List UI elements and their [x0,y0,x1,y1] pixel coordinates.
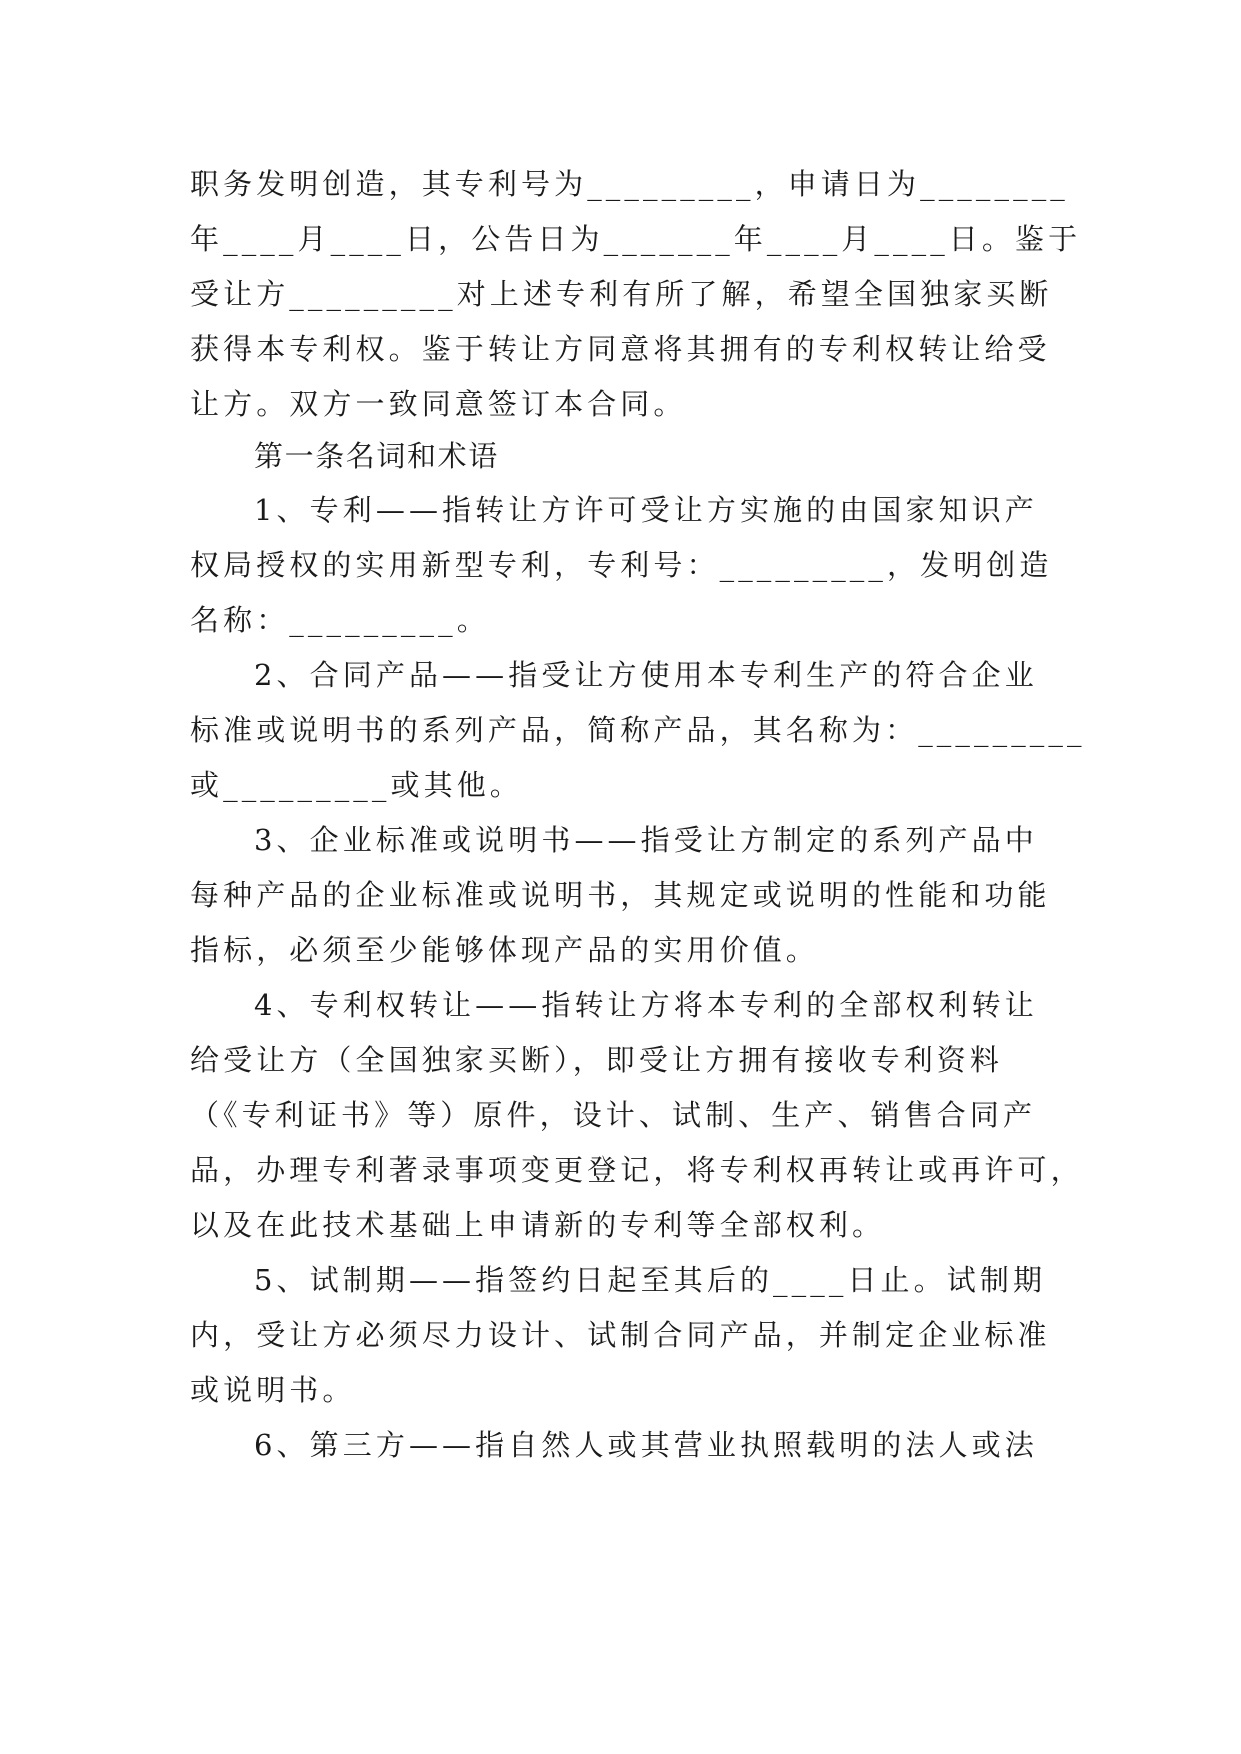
clause-line: 3、企业标准或说明书——指受让方制定的系列产品中 [254,823,1038,857]
clause-line: 1、专利——指转让方许可受让方实施的由国家知识产 [254,493,1038,527]
text-line: 或_________或其他。 [190,768,523,802]
text-line: 内，受让方必须尽力设计、试制合同产品，并制定企业标准 [190,1318,1051,1352]
text-line: 指标，必须至少能够体现产品的实用价值。 [190,933,819,967]
clause-line: 6、第三方——指自然人或其营业执照载明的法人或法 [254,1428,1038,1462]
text-line: 每种产品的企业标准或说明书，其规定或说明的性能和功能 [190,878,1051,912]
clause-line: 4、专利权转让——指转让方将本专利的全部权利转让 [254,988,1038,1022]
text-line: （《专利证书》等）原件，设计、试制、生产、销售合同产 [190,1098,1037,1132]
text-line: 获得本专利权。鉴于转让方同意将其拥有的专利权转让给受 [190,332,1051,366]
text-line: 标准或说明书的系列产品，简称产品，其名称为：_________ [190,713,1086,747]
text-line: 受让方_________对上述专利有所了解，希望全国独家买断 [190,277,1053,311]
text-line: 让方。双方一致同意签订本合同。 [190,387,687,421]
section-heading: 第一条名词和术语 [254,439,499,473]
text-line: 或说明书。 [190,1373,356,1407]
text-line: 年____月____日，公告日为_______年____月____日。鉴于 [190,222,1082,256]
text-line: 职务发明创造，其专利号为_________，申请日为________ [190,167,1069,201]
text-line: 品，办理专利著录事项变更登记，将专利权再转让或再许可， [190,1153,1084,1187]
text-line: 以及在此技术基础上申请新的专利等全部权利。 [190,1208,886,1242]
text-line: 名称：_________。 [190,603,490,637]
clause-line: 5、试制期——指签约日起至其后的____日止。试制期 [254,1263,1047,1297]
clause-line: 2、合同产品——指受让方使用本专利生产的符合企业 [254,658,1038,692]
text-line: 给受让方（全国独家买断），即受让方拥有接收专利资料 [190,1043,1004,1077]
text-line: 权局授权的实用新型专利，专利号：_________，发明创造 [190,548,1053,582]
